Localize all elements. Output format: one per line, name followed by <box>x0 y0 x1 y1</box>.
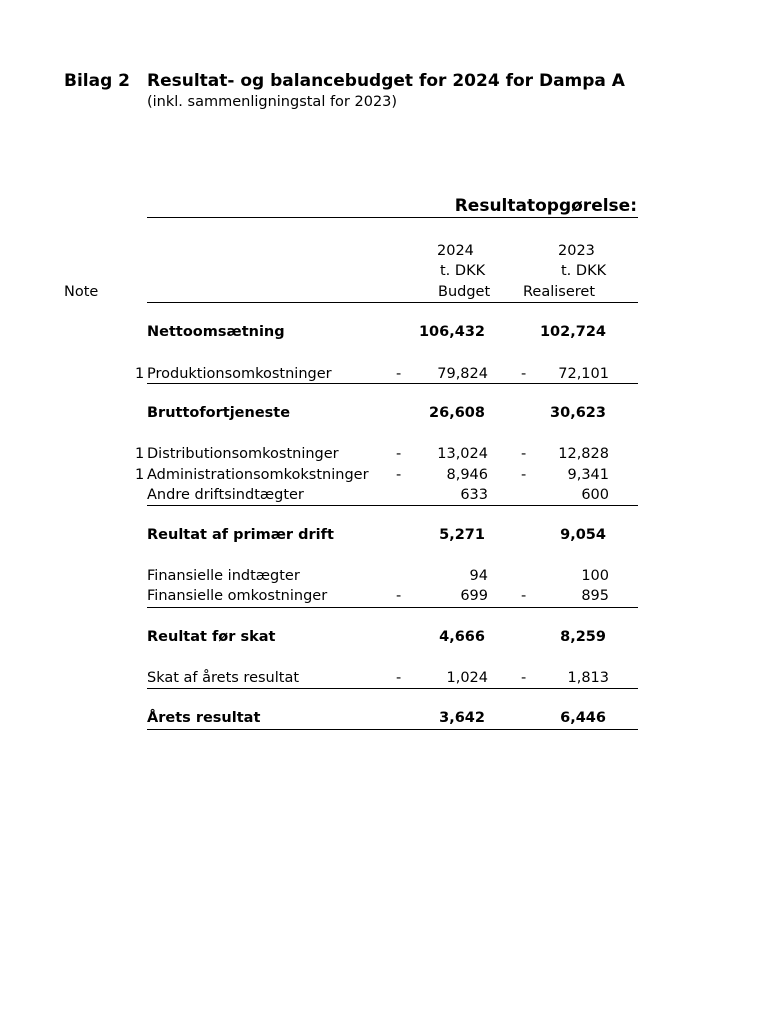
row-label: Reultat før skat <box>147 629 276 645</box>
row-value-2023: 100 <box>581 568 609 584</box>
row-sign-2023: - <box>521 366 527 382</box>
row-label: Distributionsomkostninger <box>147 446 339 462</box>
appendix-label: Bilag 2 <box>64 71 130 91</box>
row-value-2023: 30,623 <box>550 405 606 421</box>
section-title: Resultatopgørelse: <box>454 196 637 216</box>
row-value-2023: 102,724 <box>539 324 606 340</box>
row-note: 1 <box>135 446 145 462</box>
subtotal-rule <box>147 688 638 689</box>
row-sign-2023: - <box>521 670 527 686</box>
row-sign-2024: - <box>396 366 402 382</box>
row-label: Finansielle indtægter <box>147 568 300 584</box>
row-value-2023: 1,813 <box>567 670 609 686</box>
row-value-2023: 895 <box>581 588 609 604</box>
row-label: Nettoomsætning <box>147 324 285 340</box>
row-value-2024: 1,024 <box>446 670 488 686</box>
row-value-2023: 600 <box>581 487 609 503</box>
col-2023-kind: Realiseret <box>523 284 596 300</box>
row-value-2024: 5,271 <box>439 527 485 543</box>
col-2024-kind: Budget <box>438 284 491 300</box>
row-label: Produktionsomkostninger <box>147 366 332 382</box>
row-label: Finansielle omkostninger <box>147 588 328 604</box>
row-value-2023: 8,259 <box>560 629 606 645</box>
row-value-2023: 12,828 <box>558 446 609 462</box>
header-rule <box>147 302 638 303</box>
row-label: Andre driftsindtægter <box>147 487 304 503</box>
row-value-2024: 79,824 <box>437 366 488 382</box>
row-value-2024: 4,666 <box>439 629 485 645</box>
page-subtitle: (inkl. sammenligningstal for 2023) <box>147 94 398 110</box>
row-sign-2023: - <box>521 467 527 483</box>
row-value-2023: 9,341 <box>567 467 609 483</box>
page-title: Resultat- og balancebudget for 2024 for Dampa A <box>147 71 625 91</box>
row-note: 1 <box>135 467 145 483</box>
row-value-2023: 72,101 <box>558 366 609 382</box>
total-rule <box>147 729 638 730</box>
row-value-2024: 106,432 <box>418 324 485 340</box>
row-sign-2024: - <box>396 446 402 462</box>
row-value-2024: 633 <box>460 487 488 503</box>
row-note: 1 <box>135 366 145 382</box>
row-value-2024: 26,608 <box>429 405 485 421</box>
row-label: Reultat af primær drift <box>147 527 334 543</box>
row-value-2024: 94 <box>469 568 488 584</box>
col-2024-year: 2024 <box>437 243 474 259</box>
row-label: Årets resultat <box>147 710 261 726</box>
row-value-2023: 9,054 <box>560 527 606 543</box>
note-header: Note <box>64 284 99 300</box>
col-2024-unit: t. DKK <box>440 263 486 279</box>
row-value-2024: 699 <box>460 588 488 604</box>
row-label: Administrationsomkokstninger <box>147 467 369 483</box>
row-sign-2024: - <box>396 588 402 604</box>
subtotal-rule <box>147 607 638 608</box>
subtotal-rule <box>147 383 638 384</box>
col-2023-unit: t. DKK <box>561 263 607 279</box>
col-2023-year: 2023 <box>558 243 595 259</box>
row-value-2024: 13,024 <box>437 446 488 462</box>
row-label: Bruttofortjeneste <box>147 405 291 421</box>
row-sign-2024: - <box>396 467 402 483</box>
row-label: Skat af årets resultat <box>147 670 300 686</box>
section-rule <box>147 217 638 218</box>
row-value-2024: 3,642 <box>439 710 485 726</box>
row-sign-2024: - <box>396 670 402 686</box>
row-value-2023: 6,446 <box>560 710 606 726</box>
row-sign-2023: - <box>521 446 527 462</box>
row-value-2024: 8,946 <box>446 467 488 483</box>
row-sign-2023: - <box>521 588 527 604</box>
subtotal-rule <box>147 505 638 506</box>
